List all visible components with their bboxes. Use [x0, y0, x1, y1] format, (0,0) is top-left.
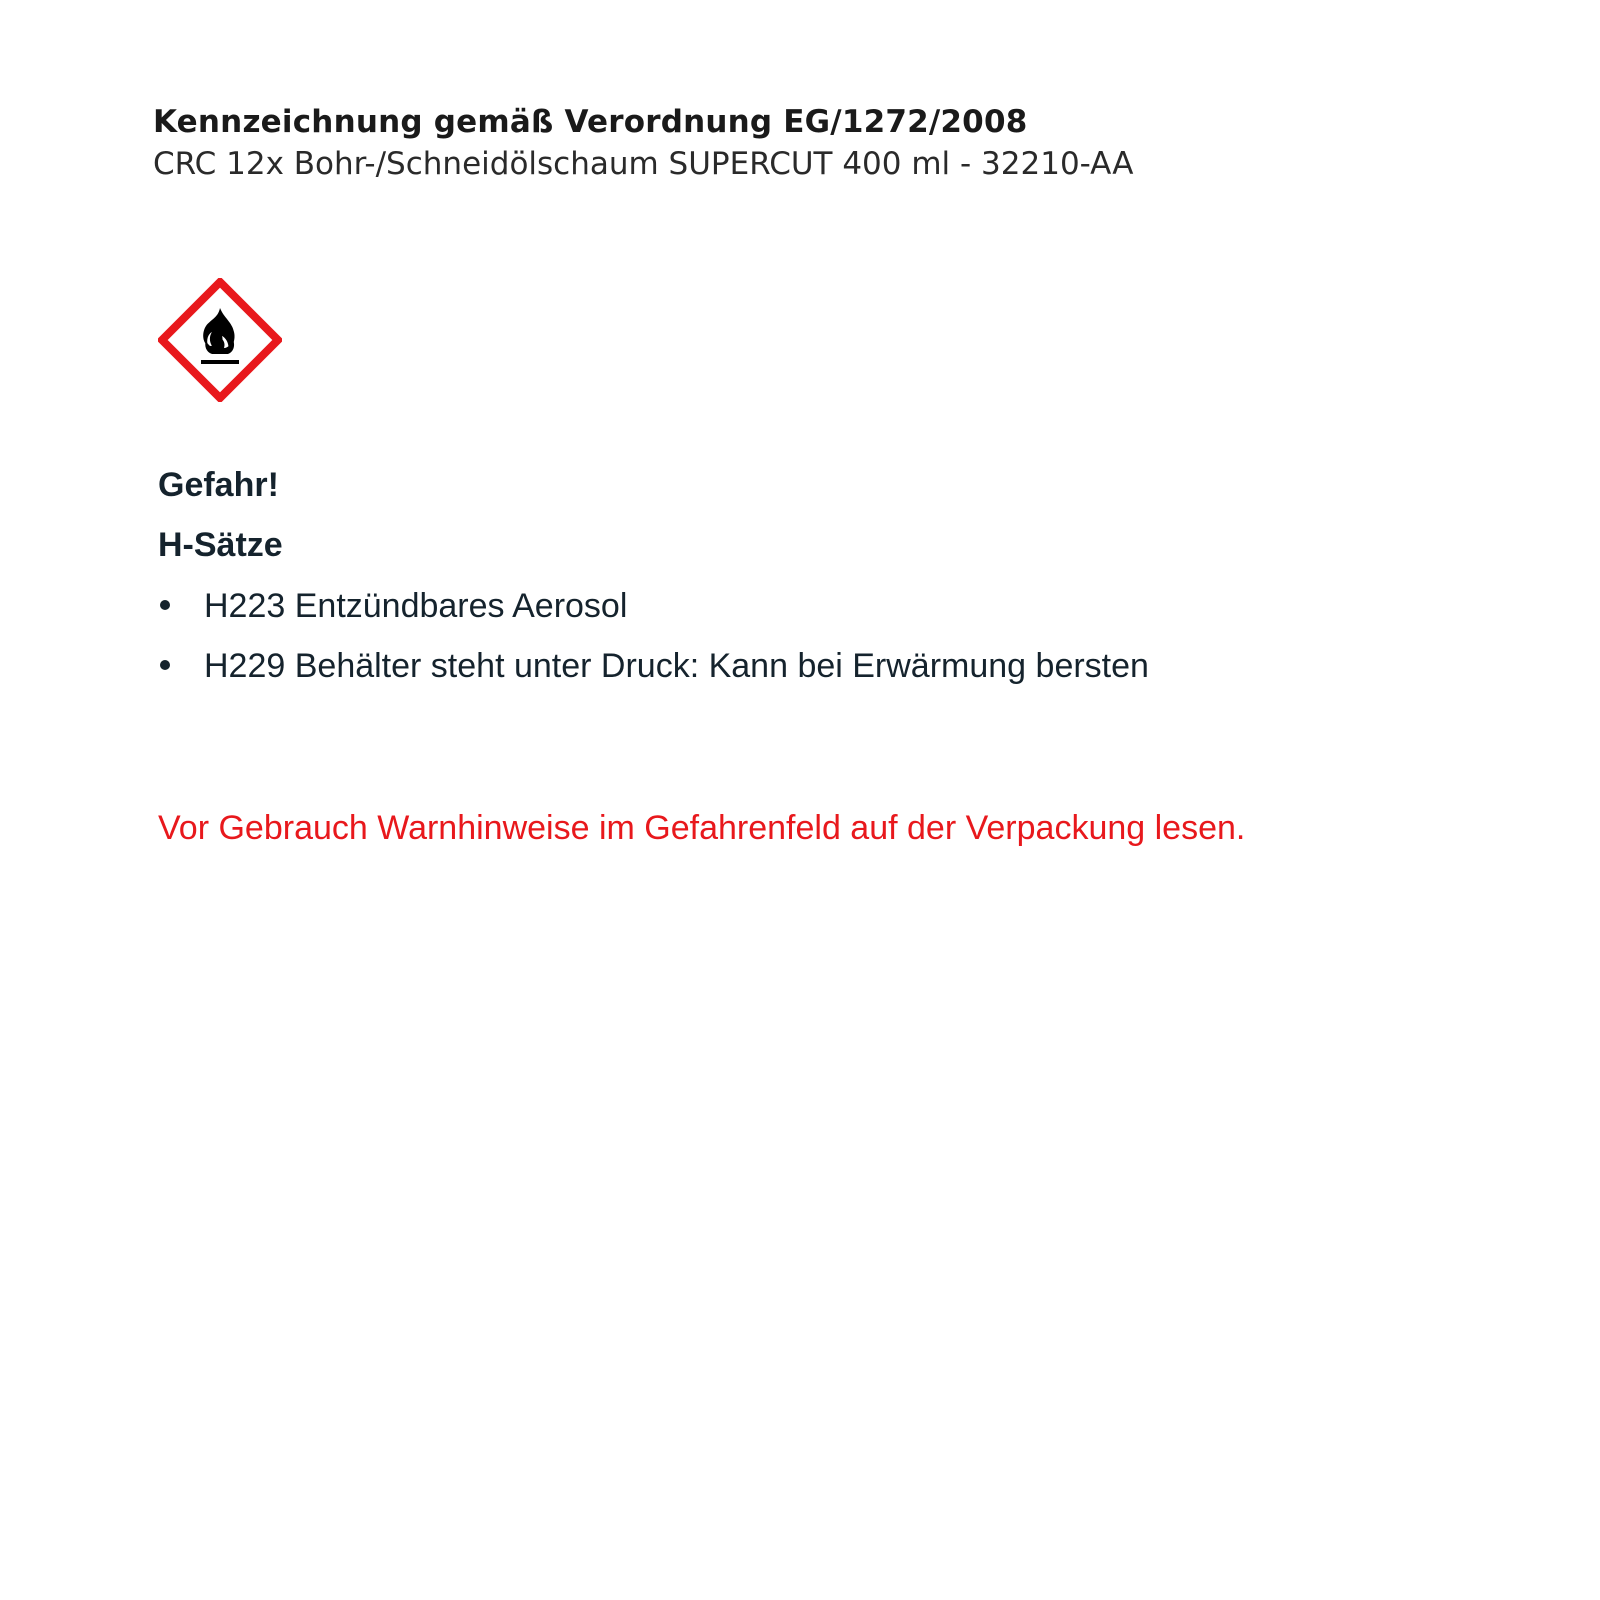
signal-word: Gefahr! — [158, 466, 279, 504]
h-statement-text: H229 Behälter steht unter Druck: Kann bei Erwärmung bersten — [204, 647, 1149, 685]
h-statements-heading: H-Sätze — [158, 526, 283, 564]
h-statement-text: H223 Entzündbares Aerosol — [204, 587, 628, 625]
bullet-icon — [160, 660, 170, 670]
warning-notice: Vor Gebrauch Warnhinweise im Gefahrenfeld auf der Verpackung lesen. — [158, 809, 1246, 847]
flame-icon — [158, 278, 282, 402]
bullet-icon — [160, 600, 170, 610]
page-title: Kennzeichnung gemäß Verordnung EG/1272/2008 — [153, 104, 1028, 140]
product-name: CRC 12x Bohr-/Schneidölschaum SUPERCUT 400 ml - 32210-AA — [153, 146, 1134, 182]
